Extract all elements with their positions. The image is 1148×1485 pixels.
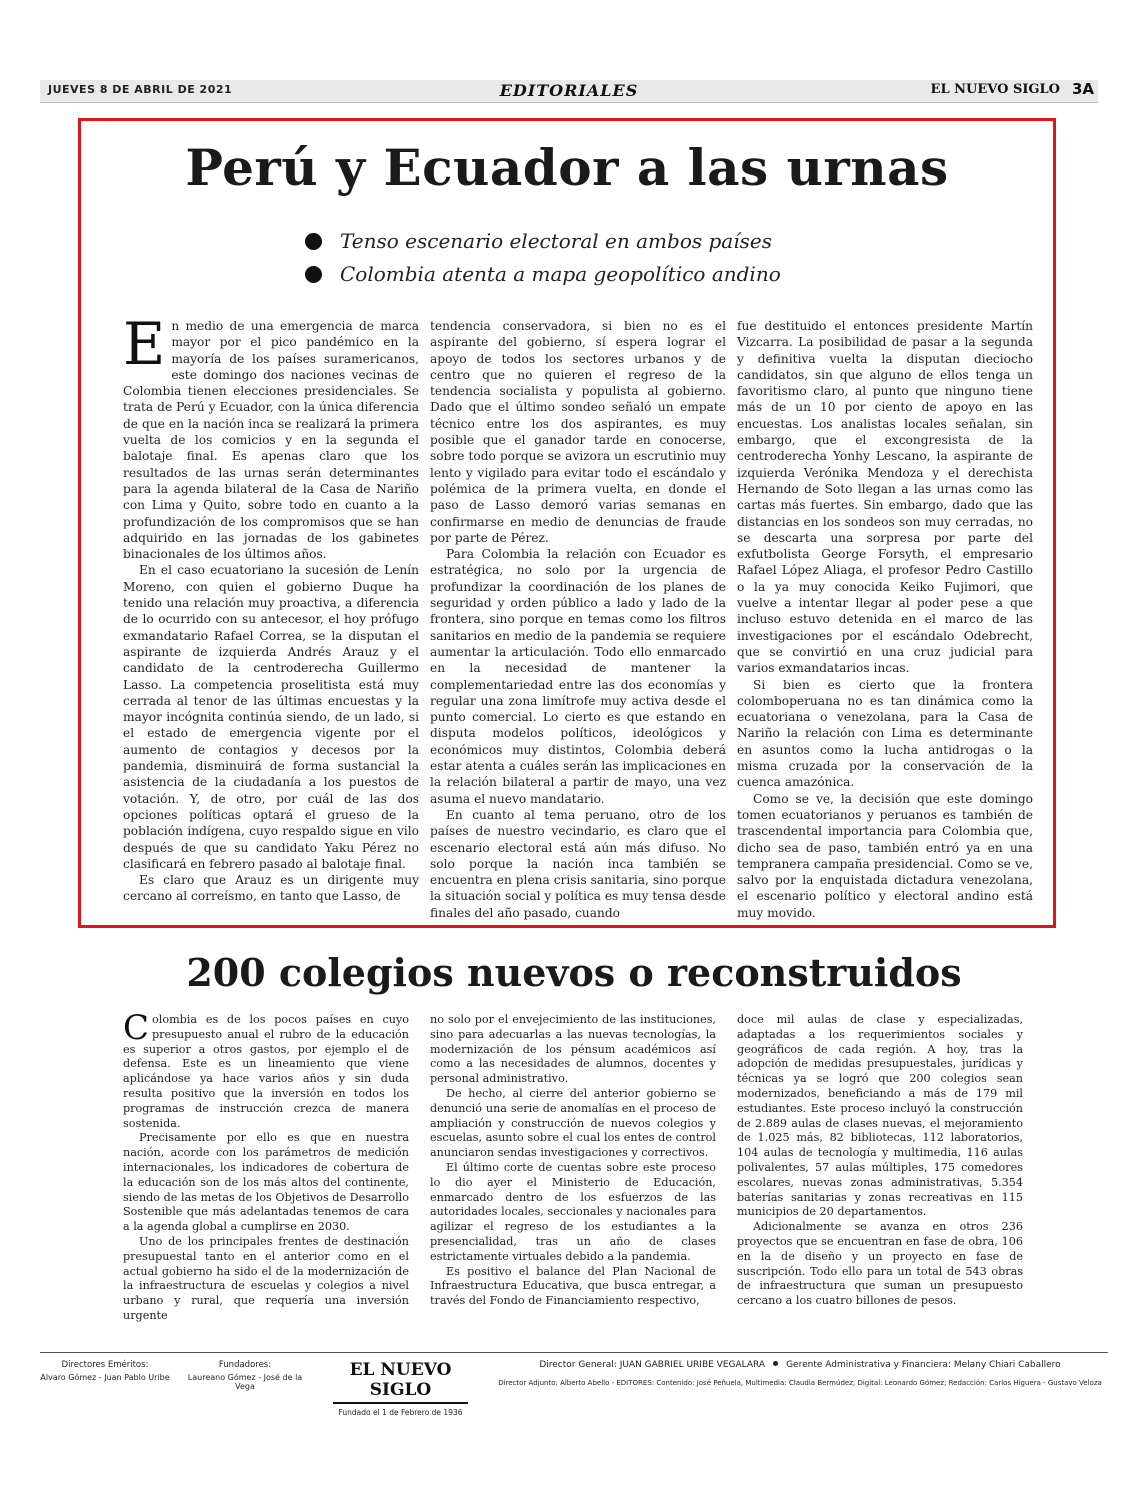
subhead-item: Tenso escenario electoral en ambos países: [305, 225, 781, 258]
paragraph: En cuanto al tema peruano, otro de los países de nuestro vecindario, es claro que el escenario electoral está aún más difuso. No solo porque la nación inca también se encuentra en plena crisis sanitaria, sino porque la situación social y política es muy tensa desde finales del año pasado, cuando: [430, 807, 726, 920]
separator-dot-icon: [773, 1361, 778, 1366]
footer-founders: [180, 1360, 310, 1391]
directors-label: Directores Eméritos:: [61, 1360, 149, 1370]
article1-headline: Perú y Ecuador a las urnas: [185, 138, 949, 197]
paragraph: En el caso ecuatoriano la sucesión de Lenín Moreno, con quien el gobierno Duque ha tenido una relación muy proactiva, a diferencia de lo ocurrido con su antecesor, el hoy prófugo exmandatario Rafael Correa, se la disputan el aspirante de izquierda Andrés Arauz y el candidato de la centroderecha Guillermo Lasso. La competencia proselitista está muy cerrada al tenor de las últimas encuestas y la mayor incógnita continúa siendo, de un lado, si el estado de emergencia vigente por el aumento de contagios y decesos por la pandemia, disminuirá de forma sustancial la asistencia de la ciudadanía a los puestos de votación. Y, de otro, por cuál de las dos opciones políticas optará el grueso de la población indígena, cuyo respaldo sigue en vilo después de que su candidato Yaku Pérez no clasificará en febrero pasado al balotaje final.: [123, 563, 419, 871]
paragraph: En medio de una emergencia de marca mayor por el pico pandémico en la mayoría de los países suramericanos, este domingo dos naciones vecinas de Colombia tienen elecciones presidenciales. Se trata de Perú y Ecuador, con la única diferencia de que en la nación inca se realizará la primera vuelta de los comicios y en la segunda el balotaje final. Es apenas claro que los resultados de las urnas serán determinantes para la agenda bilateral de la Casa de Nariño con Lima y Quito, sobre todo en cuanto a la profundización de los compromisos que se han adquirido en las jornadas de los gabinetes binacionales de los últimos años.: [123, 310, 419, 562]
paragraph: Es claro que Arauz es un dirigente muy cercano al correísmo, en tanto que Lasso, de: [123, 873, 419, 904]
paragraph: Precisamente por ello es que en nuestra nación, acorde con los parámetros de medición internacionales, los indicadores de cobertura de la educación son de los más altos del continente, siendo de las metas de los Objetivos de Desarrollo Sostenible que más adelantadas tenemos de cara a la agenda global a cumplirse en 2030.: [123, 1131, 409, 1234]
paragraph: El último corte de cuentas sobre este proceso lo dio ayer el Ministerio de Educación, enmarcado dentro de los esfuerzos de las autoridades locales, seccionales y nacionales para agilizar el regreso de los estudiantes a la presencialidad, tras un año de clases estrictamente virtuales debido a la pandemia.: [430, 1160, 716, 1263]
paragraph: Colombia es de los pocos países en cuyo presupuesto anual el rubro de la educación es superior a otros gastos, por ejemplo el de defensa. Este es un lineamiento que viene aplicándose ya hace varios años y sin duda resulta positivo que la inversión en todos los programas de instrucción crezca de manera sostenida.: [123, 1008, 409, 1130]
founders-names: Laureano Gómez - José de la Vega: [187, 1373, 303, 1391]
paragraph: doce mil aulas de clase y especializadas, adaptadas a los requerimientos sociales y geográficos de cada región. A hoy, tras la adopción de medidas presupuestales, jurídicas y técnicas ya se logró que 200 colegios sean modernizados, beneficiando a más de 179 mil estudiantes. Este proceso incluyó la construcción de 2.889 aulas de clases nuevas, el mejoramiento de 1.025 más, 82 bibliotecas, 112 laboratorios, 104 aulas de tecnología y multimedia, 116 aulas polivalentes, 57 aulas múltiples, 175 comedores escolares, nuevas zonas administrativas, 5.354 baterías sanitarias y zonas recreativas en 115 municipios de 20 departamentos.: [737, 1013, 1023, 1219]
paragraph: Uno de los principales frentes de destinación presupuestal tanto en el anterior como en el actual gobierno ha sido el de la modernización de la infraestructura de escuelas y colegios a nivel urbano y rural, que requería una inversión urgente: [123, 1234, 409, 1322]
paragraph: Adicionalmente se avanza en otros 236 proyectos que se encuentran en fase de obra, 106 en la de diseño y un proyecto en fase de suscripción. Todo ello para un total de 543 obras de infraestructura que suman un presupuesto cercano a los cuatro billones de pesos.: [737, 1220, 1023, 1308]
newspaper-logo: EL NUEVO SIGLO: [333, 1360, 468, 1404]
article1-column-2: [430, 318, 726, 918]
footer-directors: [40, 1360, 170, 1382]
article2-column-1: [123, 1008, 409, 1323]
bullet-dot-icon: [305, 233, 322, 250]
article1-column-1: [123, 310, 419, 918]
article2-column-2: [430, 1013, 716, 1323]
paragraph: Es positivo el balance del Plan Nacional de Infraestructura Educativa, que busca entregar, a través del Fondo de Financiamiento respectivo,: [430, 1264, 716, 1308]
founded-date: Fundado el 1 de Febrero de 1936: [338, 1408, 463, 1417]
article1-column-3: [737, 318, 1033, 918]
paragraph: Como se ve, la decisión que este domingo tomen ecuatorianos y peruanos es también de trascendental importancia para Colombia que, dicho sea de paso, también entró ya en una tempranera campaña presidencial. Como se ve, salvo por la enquistada dictadura venezolana, el escenario político y electoral andino está muy movido.: [737, 791, 1033, 920]
drop-cap: C: [123, 1008, 150, 1048]
paragraph: tendencia conservadora, si bien no es el aspirante del gobierno, sí espera lograr el apoyo de todos los sectores urbanos y de centro que no quieren el regreso de la tendencia socialista y populista al gobierno. Dado que el último sondeo señaló un empate técnico entre los dos aspirantes, es muy posible que el ganador tarde en conocerse, sobre todo porque se avizora un escrutinio muy lento y vigilado para evitar todo el escándalo y polémica de la primera vuelta, en donde el paso de Lasso demoró varias semanas en confirmarse en medio de denuncias de fraude por parte de Pérez.: [430, 319, 726, 545]
paragraph: fue destituido el entonces presidente Martín Vizcarra. La posibilidad de pasar a la segunda y definitiva vuelta la disputan dieciocho candidatos, sin que alguno de ellos tenga un favoritismo claro, al punto que ninguno tiene más de un 10 por ciento de apoyo en las encuestas. Los analistas locales señalan, sin embargo, que el excongresista de la centroderecha Yonhy Lescano, la aspirante de izquierda Verónika Mendoza y el derechista Hernando de Soto llegan a las urnas como las cartas más fuertes. Sin embargo, dado que las distancias en los sondeos son muy cerradas, no se descarta una sorpresa por parte del exfutbolista George Forsyth, el empresario Rafael López Aliaga, el profesor Pedro Castillo o la ya muy conocida Keiko Fujimori, que vuelve a intentar llegar al poder pese a que incluso estuvo detenida en el marco de las investigaciones por el escándalo Odebrecht, que se convirtió en una cruz judicial para varios exmandatarios incas.: [737, 319, 1033, 676]
footer-logo-block: [333, 1360, 468, 1417]
subhead-item: Colombia atenta a mapa geopolítico andino: [305, 258, 781, 291]
drop-cap: E: [123, 310, 166, 378]
director-general: Director General: JUAN GABRIEL URIBE VEGALARA: [539, 1360, 766, 1370]
footer-divider: [40, 1352, 1108, 1353]
paragraph: Si bien es cierto que la frontera colomboperuana no es tan dinámica como la ecuatoriana o venezolana, para la Casa de Nariño la relación con Lima es determinante en asuntos como la lucha antidrogas o la misma cruzada por la conservación de la cuenca amazónica.: [737, 677, 1033, 790]
footer-staff: [490, 1360, 1110, 1387]
page-header-bar: [40, 80, 1098, 103]
issue-date: JUEVES 8 DE ABRIL DE 2021: [48, 83, 233, 96]
editorial-staff: Director Adjunto: Alberto Abello - EDITORES: Contenido: José Peñuela, Multimedia: Claudia Bermúdez; Digital: Leonardo Gómez; Redacción: Carlos Higuera - Gustavo Veloza: [498, 1379, 1102, 1387]
bullet-dot-icon: [305, 266, 322, 283]
paragraph: De hecho, al cierre del anterior gobierno se denunció una serie de anomalías en el proceso de ampliación y construcción de nuevos colegios y escuelas, asunto sobre el cual los entes de control anunciaron sendas investigaciones y correctivos.: [430, 1086, 716, 1160]
article2-headline: 200 colegios nuevos o reconstruidos: [186, 950, 962, 995]
administrative-manager: Gerente Administrativa y Financiera: Melany Chiari Caballero: [786, 1360, 1061, 1370]
newspaper-brand: EL NUEVO SIGLO: [930, 82, 1060, 97]
article1-subheads: [305, 225, 781, 291]
section-title: EDITORIALES: [499, 81, 639, 100]
page-number: 3A: [1071, 80, 1094, 98]
founders-label: Fundadores:: [218, 1360, 272, 1370]
paragraph: Para Colombia la relación con Ecuador es estratégica, no solo por la urgencia de profundizar la coordinación de los planes de seguridad y orden público a lado y lado de la frontera, sino porque en temas como los filtros sanitarios en medio de la pandemia se requiere aumentar la articulación. Todo ello enmarcado en la necesidad de mantener la complementariedad entre las dos economías y regular una zona limítrofe muy activa desde el punto comercial. Lo cierto es que estando en disputa modelos políticos, ideológicos y económicos muy distintos, Colombia deberá estar atenta a cuáles serán las implicaciones en la relación bilateral a partir de mayo, una vez asuma el nuevo mandatario.: [430, 547, 726, 806]
paragraph: no solo por el envejecimiento de las instituciones, sino para adecuarlas a las nuevas tecnologías, la modernización de los pénsum académicos así como a las necesidades de alumnos, docentes y personal administrativo.: [430, 1013, 716, 1086]
article2-column-3: [737, 1013, 1023, 1323]
directors-names: Alvaro Gómez - Juan Pablo Uribe: [40, 1373, 170, 1382]
